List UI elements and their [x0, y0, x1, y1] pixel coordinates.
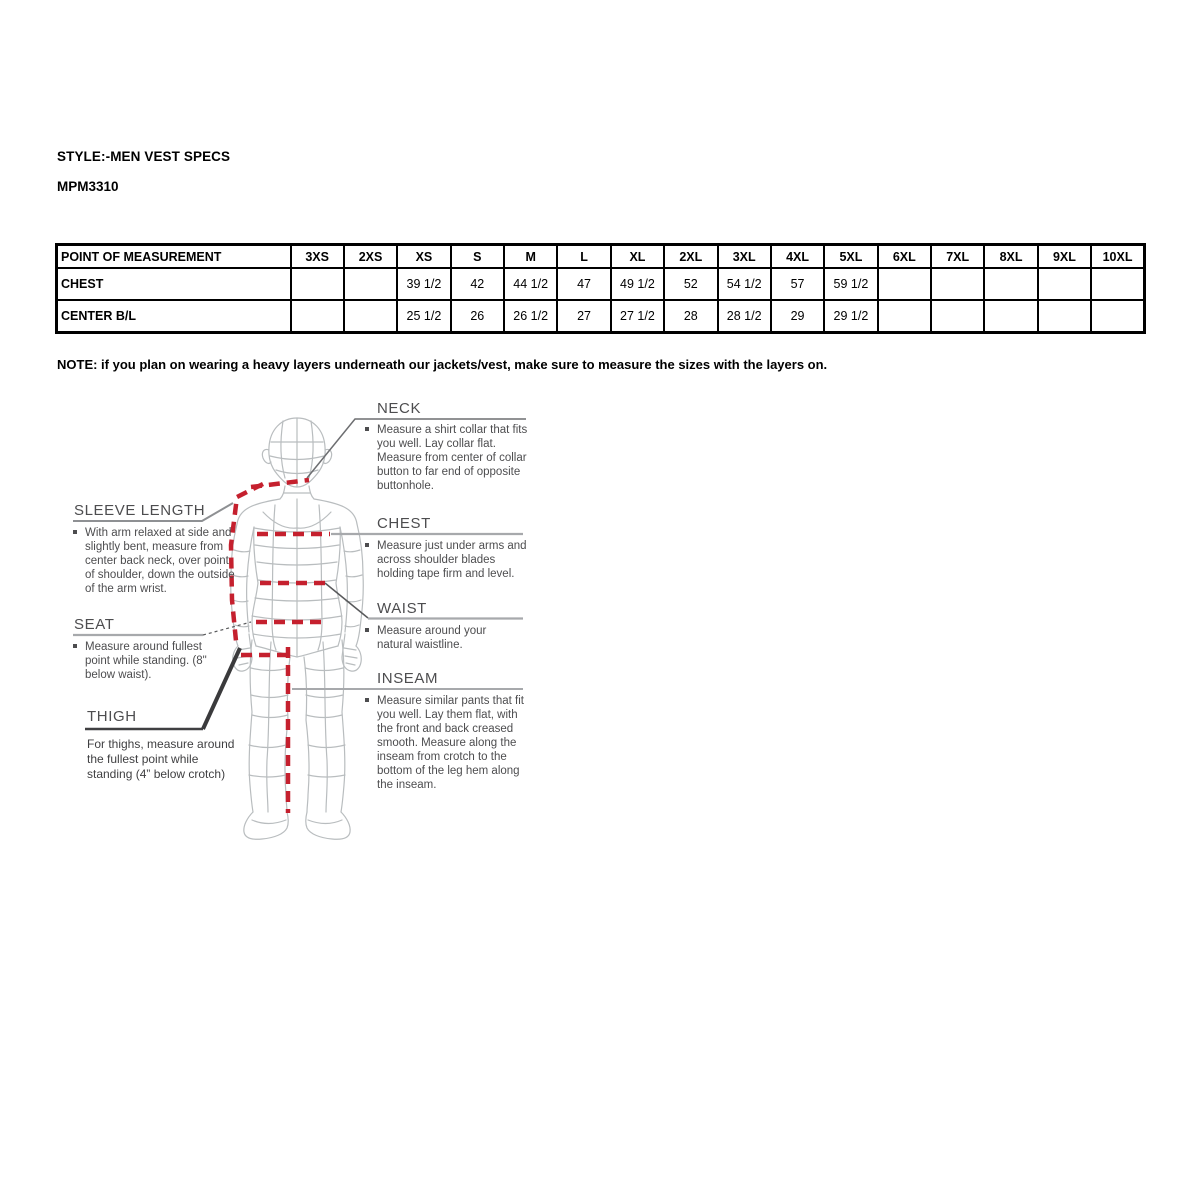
inseam-instructions — [377, 694, 529, 792]
table-cell: 26 1/2 — [504, 300, 557, 333]
table-cell: 52 — [664, 268, 717, 300]
column-header: 5XL — [824, 245, 877, 269]
table-cell: 27 — [557, 300, 610, 333]
waist-instructions-text: Measure around your natural waistline. — [377, 625, 487, 651]
waist-instructions — [377, 624, 512, 652]
chest-heading: CHEST — [377, 515, 431, 532]
column-header: 6XL — [878, 245, 931, 269]
bullet-icon — [365, 628, 369, 632]
measurement-diagram — [0, 380, 700, 880]
row-label: CHEST — [57, 268, 291, 300]
column-header: 3XL — [718, 245, 771, 269]
bullet-icon — [73, 644, 77, 648]
table-cell: 29 1/2 — [824, 300, 877, 333]
note-text: NOTE: if you plan on wearing a heavy layers underneath our jackets/vest, make sure to measure the sizes with the layers on. — [57, 357, 828, 372]
column-header: POINT OF MEASUREMENT — [57, 245, 291, 269]
table-cell — [291, 300, 344, 333]
table-cell: 54 1/2 — [718, 268, 771, 300]
table-cell: 42 — [451, 268, 504, 300]
table-cell — [1091, 300, 1144, 333]
inseam-instructions-text: Measure similar pants that fit you well. Lay them flat, with the front and back creased smooth. Measure along the inseam from crotch to the bottom of the leg hem along the inseam. — [377, 695, 525, 791]
seat-instructions-text: Measure around fullest point while standing. (8" below waist). — [85, 641, 207, 681]
table-cell — [344, 268, 397, 300]
table-cell: 29 — [771, 300, 824, 333]
bullet-icon — [73, 530, 77, 534]
table-cell — [1091, 268, 1144, 300]
table-row-chest — [57, 268, 1145, 300]
style-code: MPM3310 — [57, 179, 119, 194]
seat-callout-line — [203, 622, 251, 635]
table-cell — [878, 268, 931, 300]
column-header: XS — [397, 245, 450, 269]
table-row-center-bl — [57, 300, 1145, 333]
table-cell: 26 — [451, 300, 504, 333]
table-cell — [931, 300, 984, 333]
column-header: XL — [611, 245, 664, 269]
table-cell: 28 1/2 — [718, 300, 771, 333]
measurement-dash-lines — [231, 480, 330, 813]
sleeve-length-instructions — [85, 526, 235, 596]
table-cell — [1038, 300, 1091, 333]
table-header-row — [57, 245, 1145, 269]
waist-heading: WAIST — [377, 600, 427, 617]
table-cell: 59 1/2 — [824, 268, 877, 300]
thigh-heading: THIGH — [87, 708, 137, 725]
style-title: STYLE:-MEN VEST SPECS — [57, 149, 231, 164]
table-cell — [984, 268, 1037, 300]
neck-instructions-text: Measure a shirt collar that fits you well. Lay collar flat. Measure from center of collar button to far end of opposite buttonhole. — [377, 424, 528, 492]
sleeve-length-instructions-text: With arm relaxed at side and slightly bent, measure from center back neck, over point of shoulder, down the outside of the arm wrist. — [85, 527, 235, 595]
thigh-instructions-text: For thighs, measure around the fullest point while standing (4” below crotch) — [87, 737, 235, 781]
column-header: 7XL — [931, 245, 984, 269]
table-cell — [984, 300, 1037, 333]
table-cell — [878, 300, 931, 333]
seat-heading: SEAT — [74, 616, 115, 633]
size-chart-table — [55, 243, 1146, 334]
table-cell: 47 — [557, 268, 610, 300]
sleeve-length-heading: SLEEVE LENGTH — [74, 502, 206, 519]
column-header: 3XS — [291, 245, 344, 269]
row-label: CENTER B/L — [57, 300, 291, 333]
column-header: 10XL — [1091, 245, 1144, 269]
column-header: 8XL — [984, 245, 1037, 269]
table-cell — [931, 268, 984, 300]
neck-instructions — [377, 423, 529, 493]
table-cell: 44 1/2 — [504, 268, 557, 300]
column-header: S — [451, 245, 504, 269]
table-cell — [291, 268, 344, 300]
bullet-icon — [365, 698, 369, 702]
inseam-heading: INSEAM — [377, 670, 439, 687]
seat-instructions — [85, 640, 225, 682]
neck-heading: NECK — [377, 400, 422, 417]
table-cell: 57 — [771, 268, 824, 300]
bullet-icon — [365, 543, 369, 547]
chest-instructions-text: Measure just under arms and across shoulder blades holding tape firm and level. — [377, 540, 527, 580]
column-header: L — [557, 245, 610, 269]
column-header: M — [504, 245, 557, 269]
column-header: 9XL — [1038, 245, 1091, 269]
column-header: 4XL — [771, 245, 824, 269]
table-cell: 27 1/2 — [611, 300, 664, 333]
table-cell: 28 — [664, 300, 717, 333]
table-cell — [1038, 268, 1091, 300]
table-cell: 25 1/2 — [397, 300, 450, 333]
chest-instructions — [377, 539, 532, 581]
table-cell: 49 1/2 — [611, 268, 664, 300]
bullet-icon — [365, 427, 369, 431]
column-header: 2XL — [664, 245, 717, 269]
thigh-instructions — [87, 737, 245, 782]
table-cell: 39 1/2 — [397, 268, 450, 300]
table-cell — [344, 300, 397, 333]
column-header: 2XS — [344, 245, 397, 269]
